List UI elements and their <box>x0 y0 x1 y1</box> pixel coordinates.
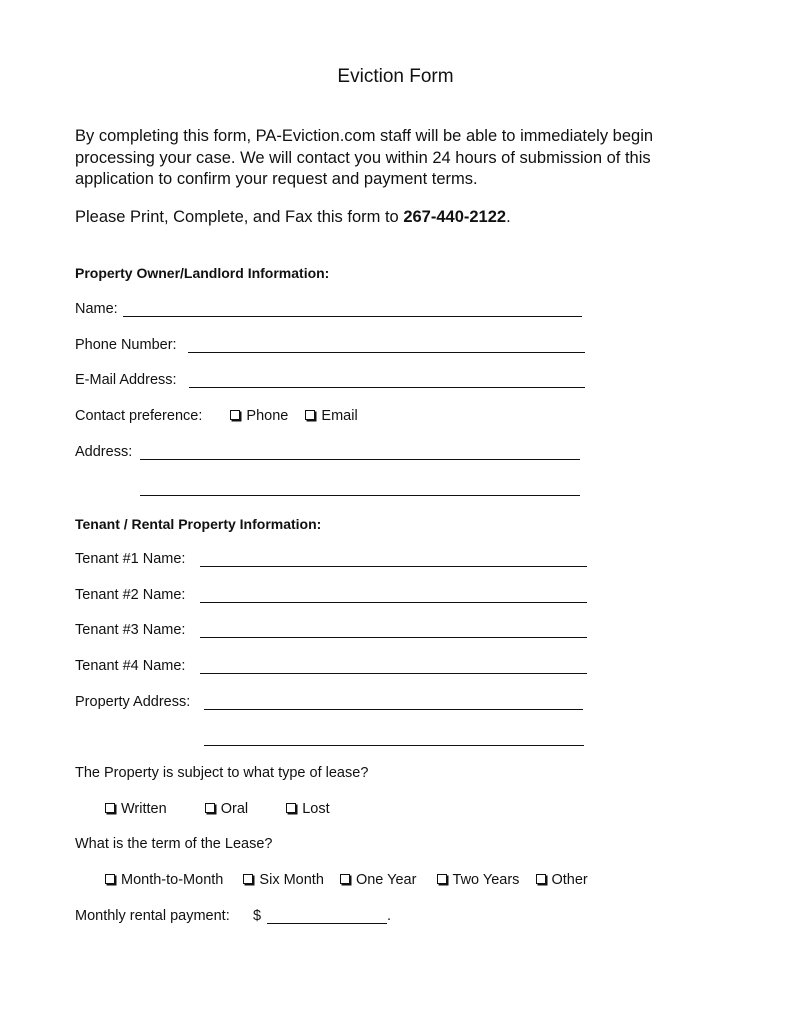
contact-preference-label: Contact preference: <box>75 408 203 424</box>
lease-term-options <box>105 870 588 890</box>
property-address-field-1[interactable] <box>204 709 583 710</box>
property-address-label: Property Address: <box>75 694 191 710</box>
checkbox-icon <box>437 874 447 884</box>
lease-written-checkbox[interactable] <box>105 799 167 819</box>
landlord-phone-label: Phone Number: <box>75 337 177 353</box>
term-other-checkbox[interactable] <box>536 870 588 890</box>
fax-number: 267-440-2122 <box>403 208 507 226</box>
contact-email-label: Email <box>321 408 358 424</box>
landlord-name-field[interactable] <box>123 316 582 317</box>
landlord-name-label: Name: <box>75 301 118 317</box>
checkbox-icon <box>536 874 546 884</box>
rent-currency: $ <box>253 908 262 924</box>
term-one-year-label: One Year <box>355 872 417 888</box>
term-six-month-checkbox[interactable] <box>243 870 323 890</box>
checkbox-icon <box>105 874 115 884</box>
term-other-label: Other <box>551 872 588 888</box>
contact-phone-checkbox[interactable] <box>230 406 288 426</box>
tenant-1-field[interactable] <box>200 566 587 567</box>
term-month-to-month-label: Month-to-Month <box>121 872 224 888</box>
tenant-3-label: Tenant #3 Name: <box>75 622 186 638</box>
term-two-years-checkbox[interactable] <box>437 870 520 890</box>
landlord-email-field[interactable] <box>189 387 585 388</box>
contact-email-checkbox[interactable] <box>305 406 357 426</box>
contact-phone-label: Phone <box>246 408 289 424</box>
checkbox-icon <box>243 874 253 884</box>
term-month-to-month-checkbox[interactable] <box>105 870 223 890</box>
lease-oral-label: Oral <box>220 801 249 817</box>
checkbox-icon <box>205 803 215 813</box>
lease-type-options <box>105 799 330 819</box>
landlord-address-field-2[interactable] <box>140 495 580 496</box>
tenant-1-label: Tenant #1 Name: <box>75 551 186 567</box>
contact-preference-row <box>75 406 358 426</box>
landlord-email-label: E-Mail Address: <box>75 372 177 388</box>
rent-suffix: . <box>387 908 392 924</box>
checkbox-icon <box>340 874 350 884</box>
landlord-address-label: Address: <box>75 444 133 460</box>
lease-oral-checkbox[interactable] <box>205 799 248 819</box>
landlord-address-field-1[interactable] <box>140 459 580 460</box>
fax-suffix: . <box>506 208 511 226</box>
rent-amount-field[interactable] <box>267 923 387 924</box>
term-six-month-label: Six Month <box>259 872 324 888</box>
lease-written-label: Written <box>121 801 167 817</box>
tenant-2-field[interactable] <box>200 602 587 603</box>
rent-label: Monthly rental payment: <box>75 908 230 924</box>
lease-lost-checkbox[interactable] <box>286 799 329 819</box>
tenant-4-field[interactable] <box>200 673 587 674</box>
checkbox-icon <box>105 803 115 813</box>
property-address-field-2[interactable] <box>204 745 584 746</box>
tenant-3-field[interactable] <box>200 637 587 638</box>
form-title: Eviction Form <box>337 66 454 87</box>
lease-lost-label: Lost <box>302 801 330 817</box>
tenant-4-label: Tenant #4 Name: <box>75 658 186 674</box>
fax-instruction <box>75 208 511 227</box>
term-two-years-label: Two Years <box>452 872 520 888</box>
tenant-2-label: Tenant #2 Name: <box>75 587 186 603</box>
fax-prefix: Please Print, Complete, and Fax this form to <box>75 208 404 226</box>
landlord-phone-field[interactable] <box>188 352 585 353</box>
term-one-year-checkbox[interactable] <box>340 870 416 890</box>
tenant-section-heading: Tenant / Rental Property Information: <box>75 516 322 532</box>
checkbox-icon <box>305 410 315 420</box>
intro-paragraph: By completing this form, PA-Eviction.com staff will be able to immediately begin processing your case. We will contact you within 24 hours of submission of this application to confirm your request and payment terms. <box>75 127 654 188</box>
checkbox-icon <box>286 803 296 813</box>
lease-type-question: The Property is subject to what type of lease? <box>75 765 369 781</box>
landlord-section-heading: Property Owner/Landlord Information: <box>75 265 330 281</box>
lease-term-question: What is the term of the Lease? <box>75 836 273 852</box>
checkbox-icon <box>230 410 240 420</box>
